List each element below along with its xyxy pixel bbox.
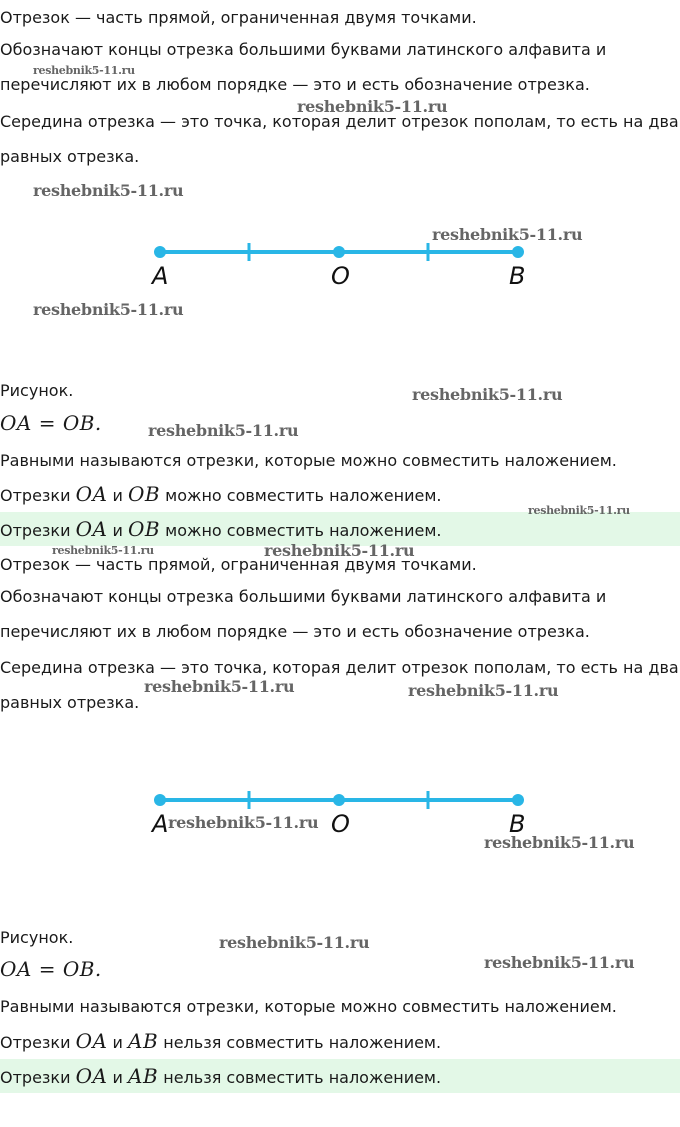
answer-mid: и <box>107 1068 128 1087</box>
midpoint-text-line1: Середина отрезка — это точка, которая делит отрезок пополам, то есть на два <box>0 658 679 677</box>
figure-caption: Рисунок. <box>0 381 74 400</box>
watermark: reshebnik5-11.ru <box>219 933 370 952</box>
watermark: reshebnik5-11.ru <box>432 225 583 244</box>
answer-segment-2: AB <box>128 1064 159 1088</box>
equality-formula: OA = OB. <box>0 957 102 981</box>
answer-segment-1: OA <box>75 1064 108 1088</box>
statement-line <box>0 484 441 506</box>
statement-pre: Отрезки <box>0 486 76 505</box>
segment-name-1: OA <box>75 482 108 506</box>
answer-highlight <box>0 1059 680 1093</box>
watermark: reshebnik5-11.ru <box>408 681 559 700</box>
segment-figure <box>140 240 540 290</box>
watermark: reshebnik5-11.ru <box>484 833 635 852</box>
point-b <box>512 794 524 806</box>
midpoint-text-line2: равных отрезка. <box>0 693 140 712</box>
statement-pre: Отрезки <box>0 1033 76 1052</box>
label-b: B <box>509 262 526 290</box>
answer-segment-2: OB <box>128 517 161 541</box>
point-b <box>512 246 524 258</box>
notation-text-line2: перечисляют их в любом порядке — это и есть обозначение отрезка. <box>0 622 590 641</box>
statement-mid: и <box>107 1033 128 1052</box>
watermark: reshebnik5-11.ru <box>264 541 415 560</box>
midpoint-text-line2: равных отрезка. <box>0 147 140 166</box>
label-a: A <box>152 810 169 838</box>
figure-caption: Рисунок. <box>0 928 74 947</box>
label-b: B <box>509 810 526 838</box>
watermark: reshebnik5-11.ru <box>144 677 295 696</box>
watermark: reshebnik5-11.ru <box>52 544 154 557</box>
statement-line <box>0 1031 441 1053</box>
point-a <box>154 794 166 806</box>
label-o: O <box>331 810 350 838</box>
definition-text: Отрезок — часть прямой, ограниченная двумя точками. <box>0 8 477 27</box>
watermark: reshebnik5-11.ru <box>33 181 184 200</box>
point-a <box>154 246 166 258</box>
notation-text-line1: Обозначают концы отрезка большими буквами латинского алфавита и <box>0 40 607 59</box>
answer-pre: Отрезки <box>0 521 76 540</box>
definition-text: Отрезок — часть прямой, ограниченная двумя точками. <box>0 555 477 574</box>
answer-post: нельзя совместить наложением. <box>158 1068 442 1087</box>
equality-formula: OA = OB. <box>0 411 102 435</box>
point-o <box>333 794 345 806</box>
segment-name-2: AB <box>128 1029 159 1053</box>
statement-post: нельзя совместить наложением. <box>158 1033 442 1052</box>
notation-text-line2: перечисляют их в любом порядке — это и есть обозначение отрезка. <box>0 75 590 94</box>
answer-pre: Отрезки <box>0 1068 76 1087</box>
answer-line <box>0 1066 441 1088</box>
segment-name-1: OA <box>75 1029 108 1053</box>
label-o: O <box>331 262 350 290</box>
watermark: reshebnik5-11.ru <box>33 64 135 77</box>
midpoint-text-line1: Середина отрезка — это точка, которая делит отрезок пополам, то есть на два <box>0 112 679 131</box>
watermark: reshebnik5-11.ru <box>528 504 630 517</box>
label-a: A <box>152 262 169 290</box>
equal-definition: Равными называются отрезки, которые можно совместить наложением. <box>0 997 617 1016</box>
watermark: reshebnik5-11.ru <box>297 97 448 116</box>
answer-segment-1: OA <box>75 517 108 541</box>
equal-definition: Равными называются отрезки, которые можно совместить наложением. <box>0 451 617 470</box>
watermark: reshebnik5-11.ru <box>148 421 299 440</box>
watermark: reshebnik5-11.ru <box>484 953 635 972</box>
answer-mid: и <box>107 521 128 540</box>
statement-post: можно совместить наложением. <box>160 486 442 505</box>
point-o <box>333 246 345 258</box>
watermark: reshebnik5-11.ru <box>33 300 184 319</box>
watermark: reshebnik5-11.ru <box>168 813 319 832</box>
answer-line <box>0 519 441 541</box>
segment-name-2: OB <box>128 482 161 506</box>
notation-text-line1: Обозначают концы отрезка большими буквами латинского алфавита и <box>0 587 607 606</box>
statement-mid: и <box>107 486 128 505</box>
answer-post: можно совместить наложением. <box>160 521 442 540</box>
watermark: reshebnik5-11.ru <box>412 385 563 404</box>
